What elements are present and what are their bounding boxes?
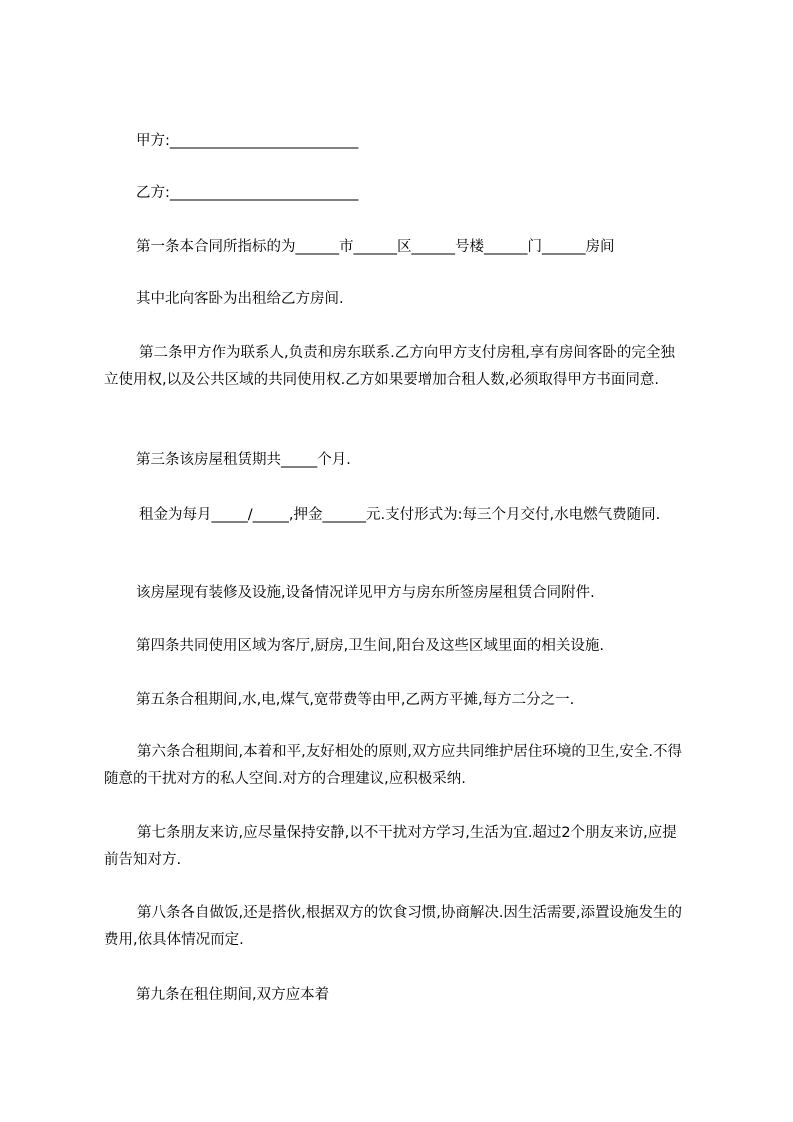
article-4: 第四条共同使用区域为客厅,厨房,卫生间,阳台及这些区域里面的相关设施. [136, 638, 604, 654]
article-6: 第六条合租期间,本着和平,友好相处的原则,双方应共同维护居住环境的卫生,安全.不得随意的干扰对方的私人空间.对方的合理建议,应积极采纳. [104, 744, 683, 787]
article-1: 第一条本合同所指标的为______市______区______号楼______门______房间 [136, 239, 615, 255]
article-3: 第三条该房屋租赁期共_____个月. [136, 452, 351, 468]
article-9: 第九条在租住期间,双方应本着 [136, 987, 330, 1003]
article-2: 第二条甲方作为联系人,负责和房东联系.乙方向甲方支付房租,享有房间客卧的完全独立使用权,以及公共区域的共同使用权.乙方如果要增加合租人数,必须取得甲方书面同意. [104, 345, 675, 388]
article-7: 第七条朋友来访,应尽量保持安静,以不干扰对方学习,生活为宜.超过2个朋友来访,应提前告知对方. [104, 825, 677, 868]
article-3-facilities: 该房屋现有装修及设施,设备情况详见甲方与房东所签房屋租赁合同附件. [136, 585, 595, 601]
article-3-rent-terms: 租金为每月_____/_____,押金______元.支付形式为:每三个月交付,水电燃气费随同. [139, 507, 661, 523]
party-a-line: 甲方:__________________________ [136, 133, 359, 149]
article-1-room-note: 其中北向客卧为出租给乙方房间. [136, 291, 344, 307]
party-b-line: 乙方:__________________________ [136, 185, 359, 201]
article-5: 第五条合租期间,水,电,煤气,宽带费等由甲,乙两方平摊,每方二分之一. [136, 692, 575, 708]
article-8: 第八条各自做饭,还是搭伙,根据双方的饮食习惯,协商解决.因生活需要,添置设施发生的费用,依具体情况而定. [104, 905, 683, 948]
